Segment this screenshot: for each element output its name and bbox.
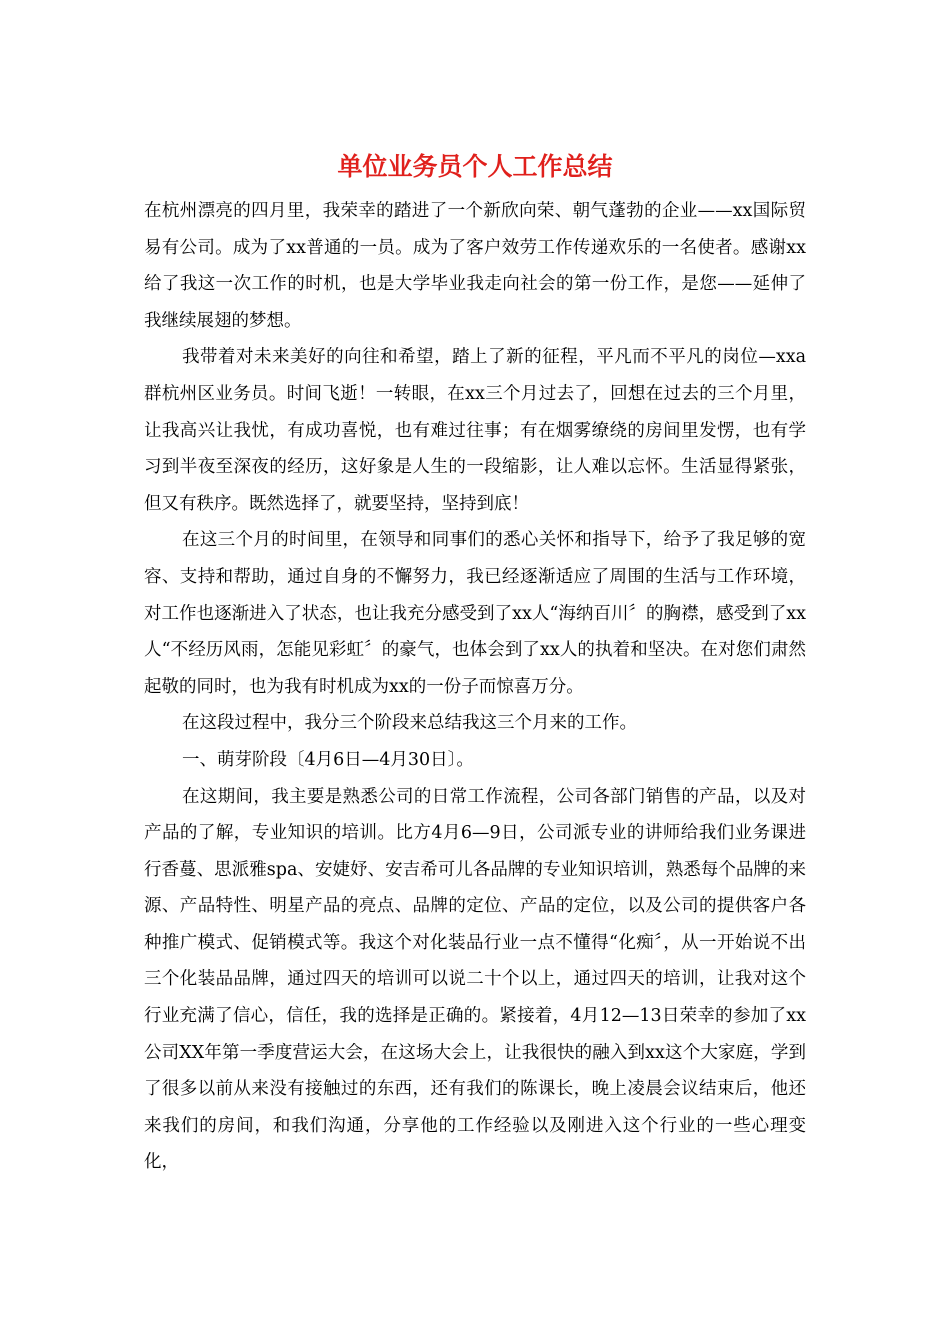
section-heading-stage-one: 一、萌芽阶段〔4月6日—4月30日〕。 bbox=[182, 749, 474, 770]
paragraph-three-months: 在这三个月的时间里，在领导和同事们的悉心关怀和指导下，给予了我足够的宽容、支持和帮助，通过自身的不懈努力，我已经逐渐适应了周围的生活与工作环境，对工作也逐渐进入了状态，也让我充分感受到了xx人“海纳百川〞的胸襟，感受到了xx人“不经历风雨，怎能见彩虹〞的豪气，也体会到了xx人的执着和坚决。在对您们肃然起敬的同时，也为我有时机成为xx的一份子而惊喜万分。 bbox=[144, 530, 806, 697]
paragraph-three-stages: 在这段过程中，我分三个阶段来总结我这三个月来的工作。 bbox=[182, 713, 637, 734]
paragraph-stage-one-detail: 在这期间，我主要是熟悉公司的日常工作流程，公司各部门销售的产品，以及对产品的了解，专业知识的培训。比方4月6—9日，公司派专业的讲师给我们业务课进行香蔓、思派雅spa、安婕妤、安吉希可儿各品牌的专业知识培训，熟悉每个品牌的来源、产品特性、明星产品的亮点、品牌的定位、产品的定位，以及公司的提供客户各种推广模式、促销模式等。我这个对化装品行业一点不懂得“化痴〞，从一开始说不出三个化装品品牌，通过四天的培训可以说二十个以上，通过四天的培训，让我对这个行业充满了信心，信任，我的选择是正确的。紧接着，4月12—13日荣幸的参加了xx公司XX年第一季度营运大会，在这场大会上，让我很快的融入到xx这个大家庭，学到了很多以前从来没有接触过的东西，还有我们的陈课长，晚上凌晨会议结束后，他还来我们的房间，和我们沟通，分享他的工作经验以及刚进入这个行业的一些心理变化， bbox=[144, 786, 806, 1173]
paragraph-intro: 在杭州漂亮的四月里，我荣幸的踏进了一个新欣向荣、朝气蓬勃的企业——xx国际贸易有公司。成为了xx普通的一员。成为了客户效劳工作传递欢乐的一名使者。感谢xx给了我这一次工作的时机，也是大学毕业我走向社会的第一份工作，是您——延伸了我继续展翅的梦想。 bbox=[144, 201, 806, 331]
paragraph-new-journey: 我带着对未来美好的向往和希望，踏上了新的征程，平凡而不平凡的岗位—xxa群杭州区业务员。时间飞逝！一转眼，在xx三个月过去了，回想在过去的三个月里，让我高兴让我忧，有成功喜悦，也有难过往事；有在烟雾缭绕的房间里发愣，也有学习到半夜至深夜的经历，这好象是人生的一段缩影，让人难以忘怀。生活显得紧张，但又有秩序。既然选择了，就要坚持，坚持到底！ bbox=[144, 347, 806, 514]
document-body bbox=[144, 193, 806, 1181]
document-title: 单位业务员个人工作总结 bbox=[337, 152, 613, 181]
